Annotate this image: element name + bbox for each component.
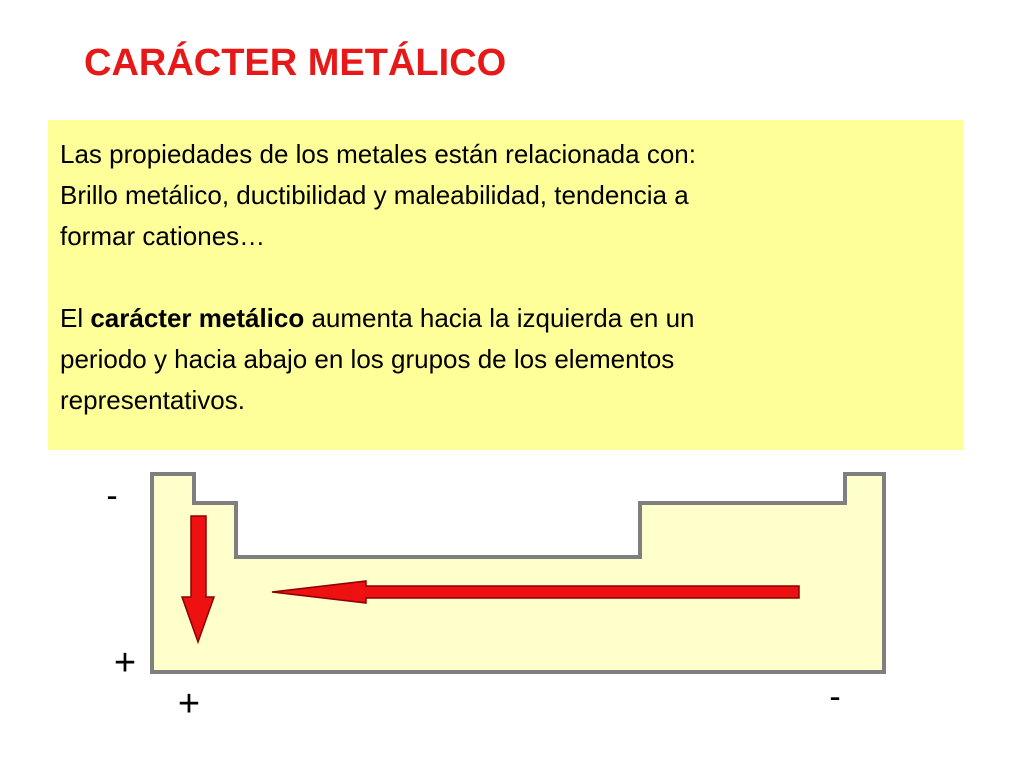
paragraph-trend-line-1-start: El — [60, 303, 91, 333]
highlight-metallic-character: carácter metálico — [90, 303, 305, 333]
paragraph-trend-line-1-end: aumenta hacia la izquierda en un — [304, 303, 695, 333]
minus-sign-bottom-right: - — [829, 678, 841, 716]
paragraph-trend-line-3: representativos. — [60, 385, 245, 415]
plus-sign-bottom-left: + — [113, 642, 137, 684]
plus-sign-below-arrow: + — [177, 683, 201, 725]
slide-title: CARÁCTER METÁLICO — [84, 42, 507, 84]
minus-sign-top-left: - — [106, 477, 118, 515]
paragraph-properties-line-2: Brillo metálico, ductibilidad y maleabilidad, tendencia a — [60, 180, 689, 210]
periodic-table-outline — [152, 474, 884, 672]
paragraph-properties-line-3: formar cationes… — [60, 221, 266, 251]
paragraph-trend-line-2: periodo y hacia abajo en los grupos de los elementos — [60, 344, 675, 374]
paragraph-properties-line-1: Las propiedades de los metales están relacionada con: — [60, 139, 696, 169]
